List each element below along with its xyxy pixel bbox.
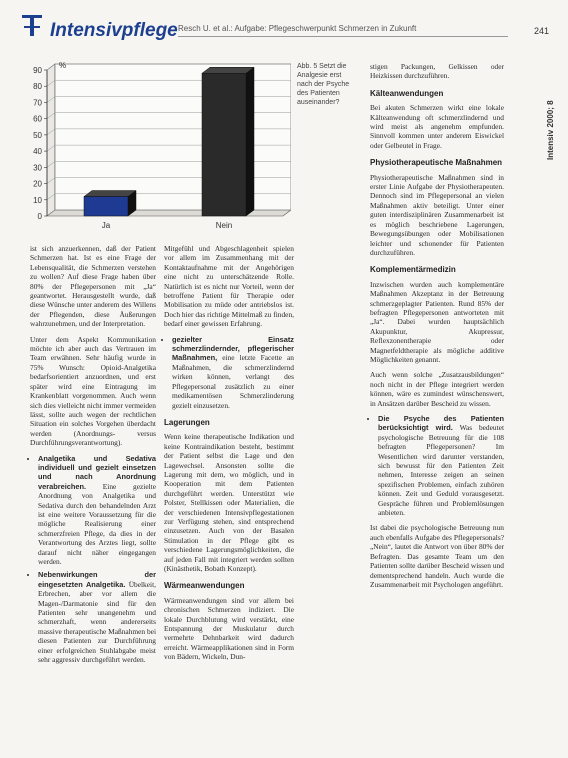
bullet-text: eine letzte Facette an Maßnahmen, die schmerzlindernd wirken können, verlangt des Pflegepersonal zusätzlich zu einer medikamentösen Schmerzlinderung gezielt einzusetzen. bbox=[172, 353, 294, 410]
chart-side-wall bbox=[47, 64, 55, 216]
bullet-list bbox=[370, 414, 504, 517]
bullet-text: Was bedeutet psychologische Betreuung für die 108 befragten Pflegepersonen? Im Wesentlichen wird darunter verstanden, sich bewusst für den Patienten Zeit nehmen, Interesse zeigen an seinen spezifischen Problemen, einfach zuhören können. Zeit und Geduld vorausgesetzt. Gespräche führen und Problemlösungen anbieten. bbox=[378, 423, 504, 518]
text-column-1 bbox=[30, 244, 156, 670]
journal-title: Intensivpflege bbox=[50, 20, 178, 41]
section-heading: Lagerungen bbox=[164, 417, 210, 427]
paragraph: Unter dem Aspekt Kommunikation möchte ich aber auch das Vertrauen im Team erwähnen. Sehr häufig wurde in 75% Wunsch: Opioid-Analgetika bedarfsorientiert anzuordnen, und erst später wird eine Eintragung im Krankenblatt vorgenommen. Auch wenn sich dies vielleicht nicht immer vermeiden lässt, sollte auch wegen der rechtlichen Situation ein solches Vorgehen überdacht werden (Anordnungs- versus Durchführungsverantwortung). bbox=[30, 334, 156, 448]
paragraph: Bei akuten Schmerzen wirkt eine lokale Kälteanwendung oft schmerzlindernd und wird meist als angenehm empfunden. Sinnvoll kommen unter anderem Eiswickel oder Gelbeutel in Frage. bbox=[370, 103, 504, 150]
paragraph: Physiotherapeutische Maßnahmen sind in erster Linie Aufgabe der Physiotherapeuten. Dennoch sind im Pflegepersonal an vielen Maßnahmen aktiv beteiligt. Unter einer guten interdisziplinären Zusammenarbeit ist es möglich beschriebene Lagerungen, Bewegungsübungen oder Mobilisationen leichter und schonender für Patienten durchzuführen. bbox=[370, 172, 504, 257]
y-tick-label: 20 bbox=[33, 179, 42, 189]
list-item bbox=[38, 570, 156, 664]
x-tick-label: Nein bbox=[215, 221, 233, 230]
bullet-title: Nebenwirkungen der eingesetzten Analgetika. bbox=[38, 570, 156, 589]
y-axis-unit: % bbox=[59, 61, 67, 70]
chart-floor bbox=[47, 210, 291, 216]
text-column-3 bbox=[370, 62, 504, 595]
paragraph: Wenn keine therapeutische Indikation und keine Kontraindikation besteht, bestimmt der Patient selbst die Lage und den Lagewechsel. Ansonsten sollte die Lagerung mit dem, wo möglich, und in Kooperation mit dem Patienten durchgeführt werden. Unterstützt wie Polster, Stellkissen oder Materialien, die der verschiedenen Intensivpflegestationen zur Verfügung stehen, sind entsprechend einzusetzen. Auch von der Basalen Stimulation in der Pflege gibt es verschiedene Lagerungsmöglichkeiten, die auf jeden Fall mit integriert werden sollten (Kinästhetik, Bobath Konzept). bbox=[164, 432, 294, 573]
y-tick-label: 50 bbox=[33, 130, 42, 140]
side-label bbox=[536, 80, 555, 160]
section-heading: Kälteanwendungen bbox=[370, 88, 444, 98]
page-header bbox=[0, 0, 568, 44]
side-label-text: Intensiv 2000; 8 bbox=[546, 100, 555, 160]
bar bbox=[84, 197, 128, 216]
y-tick-label: 80 bbox=[33, 82, 42, 92]
page-number: 241 bbox=[534, 26, 550, 36]
text-column-2 bbox=[164, 244, 294, 668]
paragraph: Wärmeanwendungen sind vor allem bei chronischen Schmerzen indiziert. Die lokale Durchblutung wird verstärkt, eine Entspannung der Muskulatur durch vermehrte Dehnbarkeit wird dadurch erreicht. Wärmeapplikationen sind in Form von Bädern, Wickeln, Dun- bbox=[164, 595, 294, 662]
y-tick-label: 30 bbox=[33, 163, 42, 173]
bullet-title: gezielter Einsatz schmerzlindernder, pflegerischer Maßnahmen, bbox=[172, 334, 294, 363]
paragraph: Auch wenn solche „Zusatzausbildungen“ noch nicht in der Pflege integriert werden können, wäre es zumindest wünschenswert, in Ansätzen darüber Bescheid zu wissen. bbox=[370, 370, 504, 408]
y-tick-label: 90 bbox=[33, 66, 42, 75]
y-tick-label: 70 bbox=[33, 98, 42, 108]
list-item bbox=[378, 414, 504, 517]
bar-top bbox=[84, 191, 136, 197]
y-tick-label: 10 bbox=[33, 195, 42, 205]
x-tick-label: Ja bbox=[101, 221, 111, 230]
journal-logo-icon bbox=[22, 14, 42, 36]
section-heading: Komplementärmedizin bbox=[370, 265, 456, 275]
figure-caption: Abb. 5 Setzt die Analgesie erst nach der Psyche des Patienten auseinander? bbox=[297, 63, 350, 106]
bullet-list bbox=[164, 335, 294, 410]
paragraph: Mitgefühl und Abgeschlagenheit spielen vor allem im Zusammenhang mit der Kontaktaufnahme mit der Angehörigen eine nicht zu unterschätzende Rolle. Natürlich ist es nicht nur Vorteil, wenn der betroffene Patient für Therapie oder Mobilisation zu müde oder antriebslos ist. Doch hier das richtige Mittelmaß zu finden, bedarf einer gewissen Erfahrung. bbox=[164, 244, 294, 329]
section-heading: Physiotherapeutische Maßnahmen bbox=[370, 158, 503, 168]
bar-chart bbox=[25, 58, 291, 234]
bullet-text: Übelkeit, Erbrechen, aber vor allem die Magen-/Darmatonie sind für den Patienten sehr unangenehm und schmerzhaft, wenn andererseits massive therapeutische Maßnahmen bei diesen Patienten zur Durchführung einer erfolgreichen Stuhlabgabe meist sehr aggressiv durchgeführt werden. bbox=[38, 579, 157, 665]
y-tick-label: 0 bbox=[37, 212, 42, 221]
list-item bbox=[172, 335, 294, 410]
bar-side bbox=[246, 67, 254, 216]
running-title: Resch U. et al.: Aufgabe: Pflegeschwerpunkt Schmerzen in Zukunft bbox=[178, 24, 417, 33]
list-item bbox=[38, 454, 156, 567]
chart-back-wall bbox=[55, 64, 291, 210]
bullet-list bbox=[30, 454, 156, 665]
section-heading: Wärmeanwendungen bbox=[164, 581, 245, 591]
y-tick-label: 40 bbox=[33, 147, 42, 157]
bar bbox=[202, 73, 246, 216]
bullet-title: Analgetika und Sedativa individuell und gezielt einsetzen und nach Anordnung verabreichen. bbox=[38, 453, 156, 491]
paragraph: stigen Packungen, Gelkissen oder Heizkissen durchzuführen. bbox=[370, 62, 504, 81]
paragraph: Ist dabei die psychologische Betreuung nun auch ebenfalls Aufgabe des Pflegepersonals? „Nein“, lautet die Antwort von über 80% der Befragten. Das gesamte Team um den Patienten sollte darüber Bescheid wissen und dementsprechend handeln. Auch wurde die Zusammenarbeit mit Psychologen angeführt. bbox=[370, 523, 504, 589]
header-rule bbox=[178, 36, 508, 37]
paragraph: ist sich anzuerkennen, daß der Patient Schmerzen hat. Ist es eine Frage der Lebensqualität, die Schmerzen verstehen zu wollen? Auf diese Frage haben über 80% der Pflegepersonen mit „Ja“ geantwortet. Herausgestellt wurde, daß diese Wünsche unter anderem des Willens der Pflegenden, diese Äußerungen wahrzunehmen, und der Interpretation. bbox=[30, 244, 156, 329]
bullet-title: Die Psyche des Patienten berücksichtigt wird. bbox=[378, 414, 504, 433]
bullet-text: Eine gezielte Anordnung von Analgetika und Sedativa durch den behandelnden Arzt ist eine weitere Voraussetzung für die mögliche Realisierung einer schmerzfreien Pflege, da dies in der Verantwortung des Arztes liegt, sollte darauf nicht näher eingegangen werden. bbox=[38, 481, 156, 566]
y-tick-label: 60 bbox=[33, 114, 42, 124]
bar-top bbox=[202, 67, 254, 73]
paragraph: Inzwischen wurden auch komplementäre Maßnahmen Akzeptanz in der Betreuung schmerzgeplagter Patienten. Rund 85% der befragten Pflegepersonen antworteten mit „Ja“. Dabei wurden hauptsächlich Akupunktur, Akupressur, Reflexzonentherapie oder Magnetfeldtherapie als mögliche additive Möglichkeiten genannt. bbox=[370, 279, 504, 364]
